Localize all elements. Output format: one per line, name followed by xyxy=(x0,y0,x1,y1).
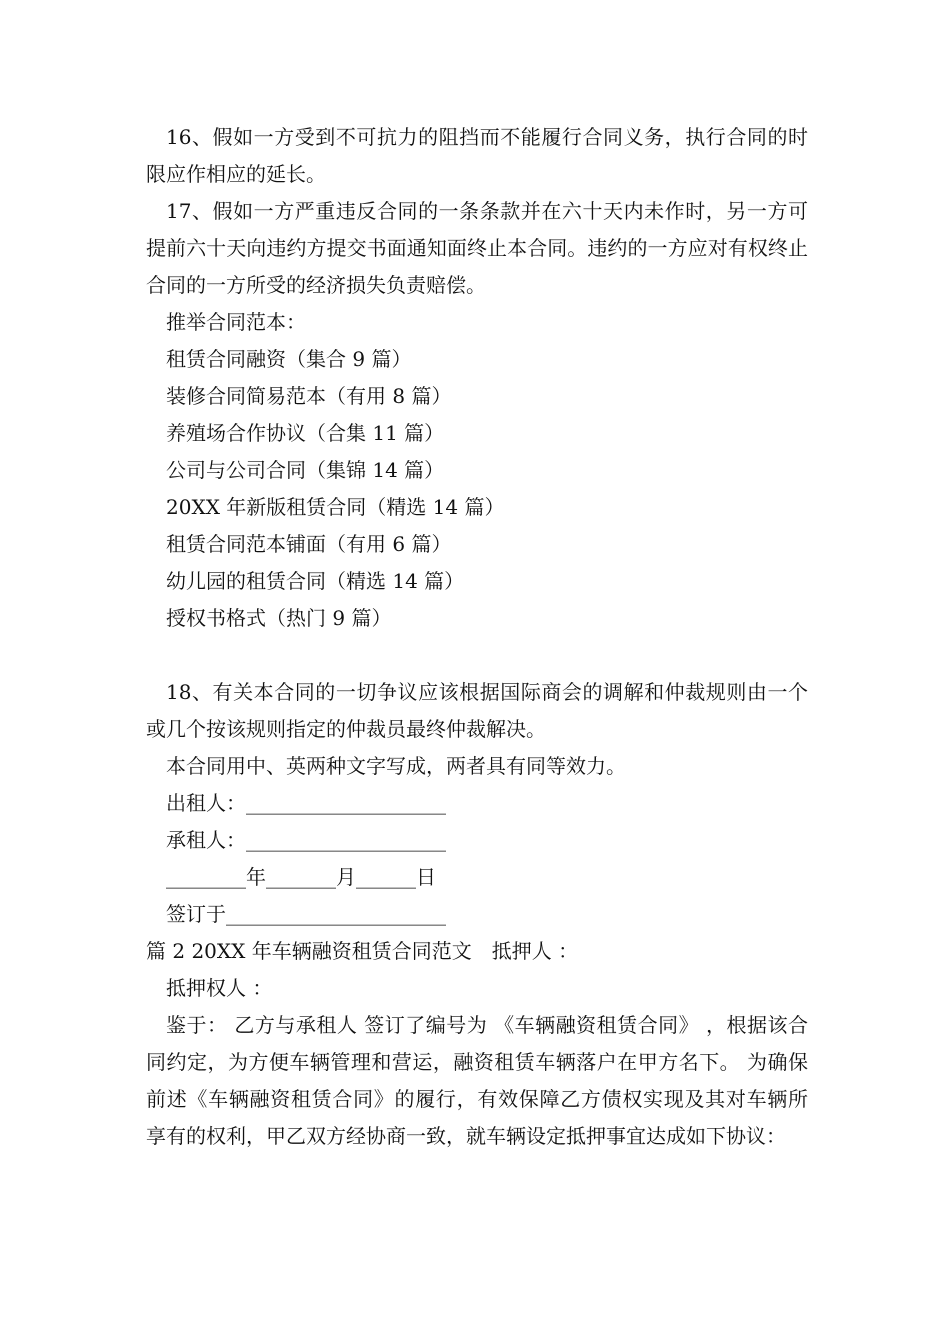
recommend-heading: 推举合同范本： xyxy=(166,310,306,334)
whereas-clause: 鉴于： 乙方与承租人 签订了编号为 《车辆融资租赁合同》 ，根据该合同约定，为方便车辆管理和营运，融资租赁车辆落户在甲方名下。 为确保前述《车辆融资租赁合同》的履行，有效保障乙方债权实现及其对车辆所 享有的权利，甲乙双方经协商一致，就车辆设定抵押事宜达成如下协议： xyxy=(146,1013,808,1148)
paragraph-gap xyxy=(146,637,808,674)
lessor-signature-line: 出租人：____________________ xyxy=(166,791,446,815)
recommend-item: 幼儿园的租赁合同（精选 14 篇） xyxy=(166,569,465,593)
recommend-item: 授权书格式（热门 9 篇） xyxy=(166,606,392,630)
recommend-item: 租赁合同融资（集合 9 篇） xyxy=(166,347,412,371)
recommend-item: 装修合同简易范本（有用 8 篇） xyxy=(166,384,452,408)
clause-16: 16、假如一方受到不可抗力的阻挡而不能履行合同义务，执行合同的时限应作相应的延长。 xyxy=(146,125,808,186)
clause-17: 17、假如一方严重违反合同的一条条款并在六十天内未作时，另一方可提前六十天向违约方提交书面通知面终止本合同。违约的一方应对有权终止合同的一方所受的经济损失负责赔偿。 xyxy=(146,199,808,297)
recommend-item: 租赁合同范本铺面（有用 6 篇） xyxy=(166,532,452,556)
recommend-item: 公司与公司合同（集锦 14 篇） xyxy=(166,458,445,482)
clause-18: 18、有关本合同的一切争议应该根据国际商会的调解和仲裁规则由一个或几个按该规则指定的仲裁员最终仲裁解决。 xyxy=(146,680,808,741)
chapter-2-title: 篇 2 20XX 年车辆融资租赁合同范文 抵押人 ： xyxy=(146,939,579,963)
recommend-item: 20XX 年新版租赁合同（精选 14 篇） xyxy=(166,495,505,519)
languages-clause: 本合同用中、英两种文字写成，两者具有同等效力。 xyxy=(166,754,626,778)
signed-at-line: 签订于______________________ xyxy=(166,902,446,926)
mortgagee-line: 抵押权人 ： xyxy=(166,976,273,1000)
document-body xyxy=(146,119,808,1155)
lessee-signature-line: 承租人：____________________ xyxy=(166,828,446,852)
date-line: ________年_______月______日 xyxy=(166,865,436,889)
recommend-item: 养殖场合作协议（合集 11 篇） xyxy=(166,421,445,445)
